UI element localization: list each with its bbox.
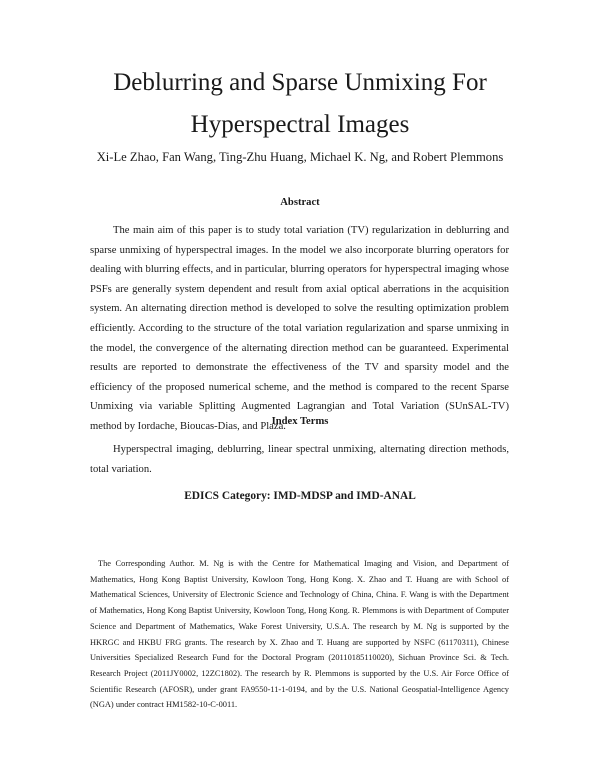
author-list: Xi-Le Zhao, Fan Wang, Ting-Zhu Huang, Michael K. Ng, and Robert Plemmons xyxy=(96,150,504,164)
index-terms-heading: Index Terms xyxy=(271,416,329,427)
title-line-1: Deblurring and Sparse Unmixing For xyxy=(113,69,487,96)
abstract-text: The main aim of this paper is to study total variation (TV) regularization in deblurring and sparse unmixing of hyperspectral images. In the model we also incorporate blurring operators for dealing with blurring effects, and in particular, blurring operators for hyperspectral imaging whose PSFs are generally system dependent and result from axial optical aberrations in the acquisition system. An alternating direction method is developed to solve the resulting optimization problem efficiently. According to the structure of the total variation regularization and sparse unmixing in the model, the convergence of the alternating direction method can be guaranteed. Experimental results are reported to demonstrate the effectiveness of the TV and sparsity model and the efficiency of the proposed numerical scheme, and the method is compared to the recent Sparse Unmixing via variable Splitting Augmented Lagrangian and Total Variation (SUnSAL-TV) method by Iordache, Bioucas-Dias, and Plaza. xyxy=(90,225,509,432)
index-terms-text: Hyperspectral imaging, deblurring, linear spectral unmixing, alternating direction methods, total variation. xyxy=(90,444,509,475)
corresponding-author-footnote: The Corresponding Author. M. Ng is with the Centre for Mathematical Imaging and Vision, and Department of Mathematics, Hong Kong Baptist University, Kowloon Tong, Hong Kong. X. Zhao and T. Huang are with School of Mathematical Sciences, University of Electronic Science and Technology of China, China. F. Wang is with the Department of Mathematics, Hong Kong Baptist University, Kowloon Tong, Hong Kong. R. Plemmons is with Department of Computer Science and Department of Mathematics, Wake Forest University, U.S.A. The research by M. Ng is supported by the HKRGC and HKBU FRG grants. The research by X. Zhao and T. Huang are supported by NSFC (61170311), Chinese Universities Specialized Research Fund for the Doctoral Program (20110185110020), Sichuan Province Sci. & Tech. Research Project (2011JY0002, 12ZC1802). The research by R. Plemmons is supported by the U.S. Air Force Office of Scientific Research (AFOSR), under grant FA9550-11-1-0194, and by the U.S. National Geospatial-Intelligence Agency (NGA) under contract HM1582-10-C-0011. xyxy=(90,559,509,710)
paper-title xyxy=(40,62,560,146)
abstract-heading: Abstract xyxy=(280,197,320,208)
title-line-2: Hyperspectral Images xyxy=(190,111,410,138)
edics-category: EDICS Category: IMD-MDSP and IMD-ANAL xyxy=(184,490,416,502)
